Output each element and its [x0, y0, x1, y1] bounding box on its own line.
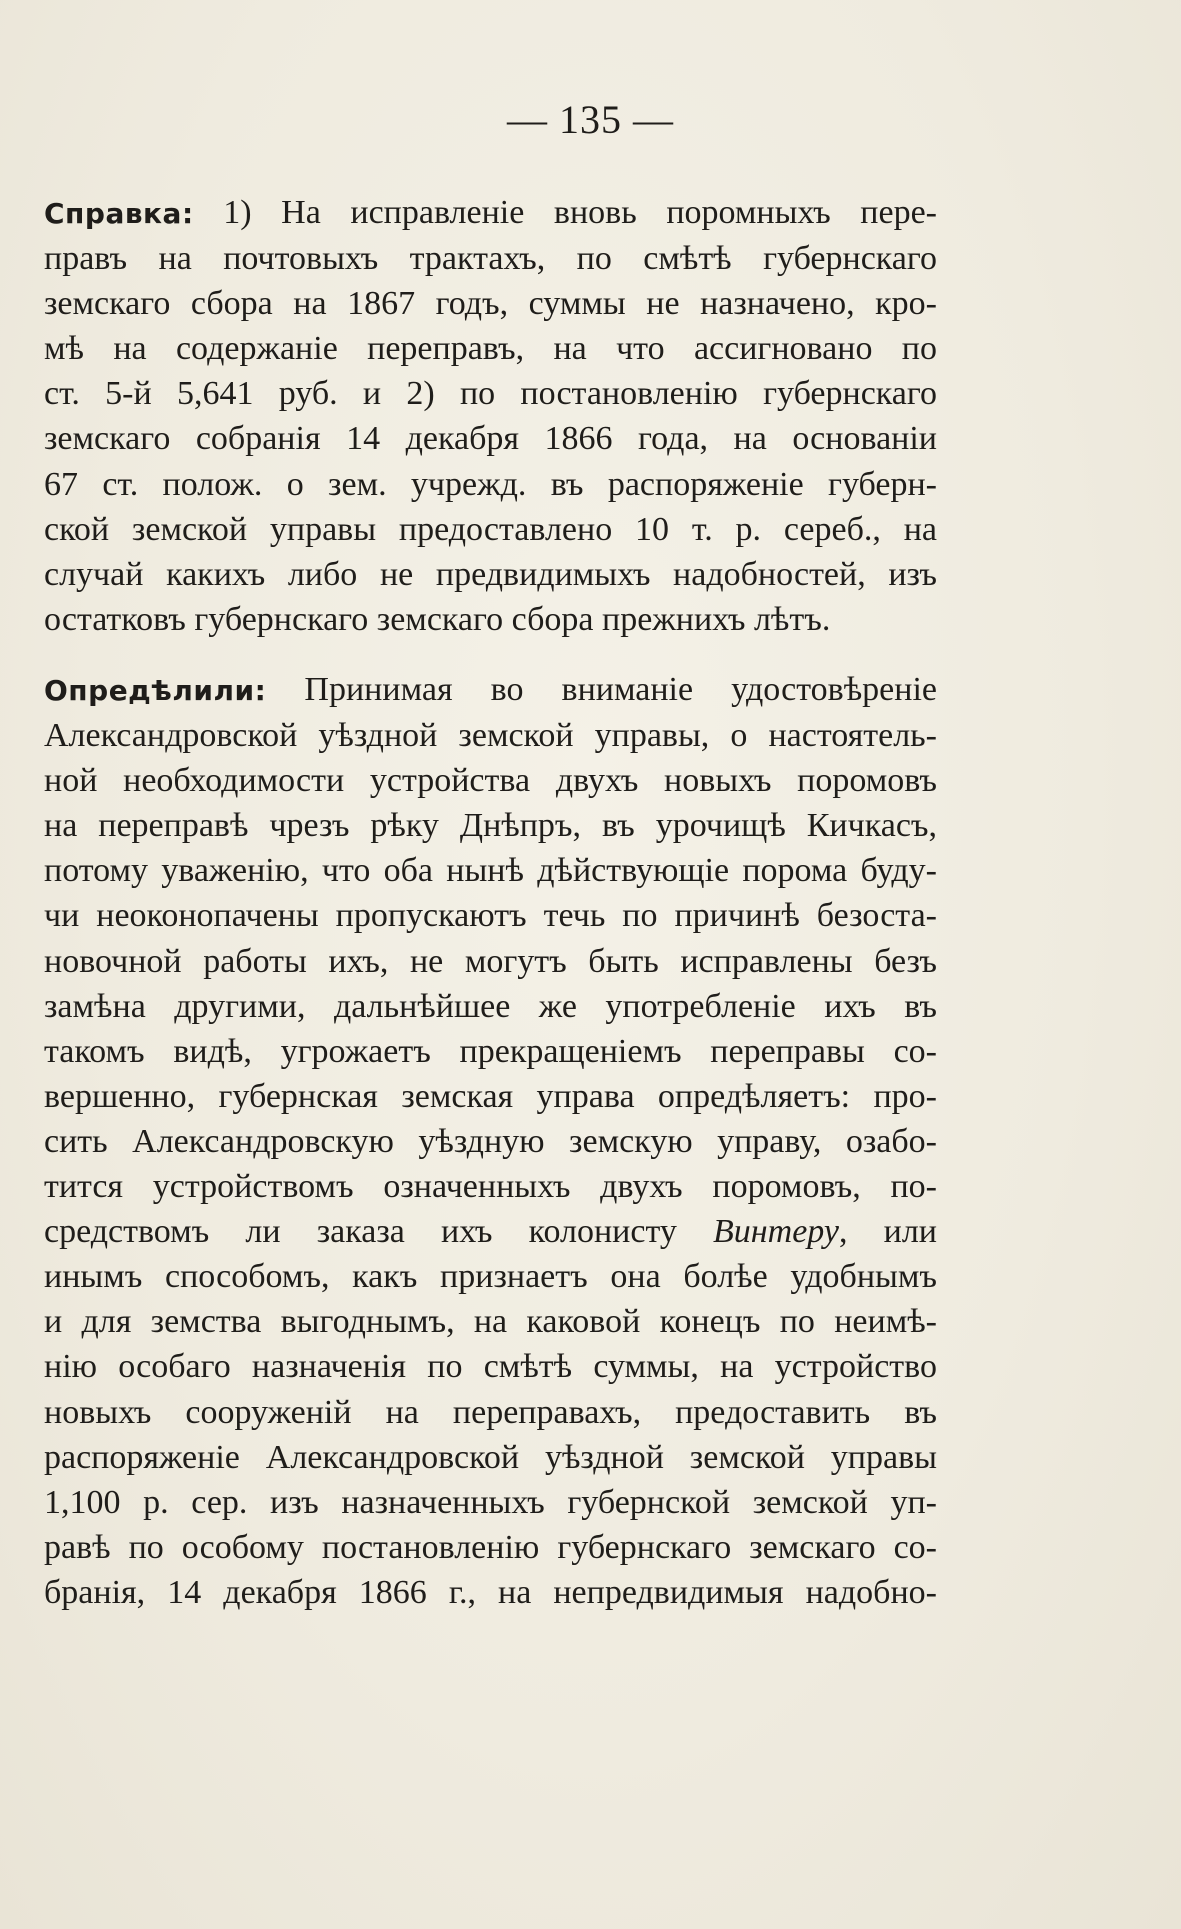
spravka-label: Справка: [44, 197, 194, 230]
paragraph-line [44, 1209, 937, 1254]
paragraph-line: бранія, 14 декабря 1866 г., на непредвидимыя надобно- [44, 1573, 937, 1611]
paragraph-line: ст. 5-й 5,641 руб. и 2) по постановленію губернскаго [44, 375, 937, 413]
line-text: , или [838, 1213, 937, 1251]
paragraph-line: Александровской уѣздной земской управы, о настоятель- [44, 717, 937, 755]
paragraph-line: инымъ способомъ, какъ признаетъ она болѣе удобнымъ [44, 1258, 937, 1296]
opredelili-paragraph [44, 667, 937, 1615]
line-text: средствомъ ли заказа ихъ колонисту [44, 1213, 714, 1251]
paragraph-line: распоряженіе Александровской уѣздной земской управы [44, 1438, 937, 1476]
paragraph-line: на переправѣ чрезъ рѣку Днѣпръ, въ урочищѣ Кичкасъ, [44, 807, 937, 845]
opredelili-label: Опредѣлили: [44, 674, 267, 707]
paragraph-line: тится устройствомъ означенныхъ двухъ поромовъ, по- [44, 1168, 937, 1206]
paragraph-line: сить Александровскую уѣздную земскую управу, озабо- [44, 1122, 937, 1160]
paragraph-line: новыхъ сооруженій на переправахъ, предоставить въ [44, 1393, 937, 1431]
paragraph-line: земскаго собранія 14 декабря 1866 года, на основаніи [44, 420, 937, 458]
paragraph-line: правъ на почтовыхъ трактахъ, по смѣтѣ губернскаго [44, 240, 937, 278]
paragraph-line: потому уваженію, что оба нынѣ дѣйствующіе порома буду- [44, 852, 937, 890]
page-number: — 135 — [507, 97, 674, 142]
paragraph-line [44, 667, 937, 713]
paragraph-line: остатковъ губернскаго земскаго сбора прежнихъ лѣтъ. [44, 600, 831, 638]
paragraph-line: 67 ст. полож. о зем. учрежд. въ распоряженіе губерн- [44, 465, 937, 503]
spravka-paragraph [44, 190, 937, 642]
paragraph-line: ской земской управы предоставлено 10 т. р. сереб., на [44, 510, 937, 548]
paragraph-line: земскаго сбора на 1867 годъ, суммы не назначено, кро- [44, 285, 937, 323]
paragraph-line: вершенно, губернская земская управа опредѣляетъ: про- [44, 1077, 937, 1115]
paragraph-line: случай какихъ либо не предвидимыхъ надобностей, изъ [44, 555, 937, 593]
paragraph-line: 1,100 р. сер. изъ назначенныхъ губернской земской уп- [44, 1483, 937, 1521]
paragraph-line: и для земства выгоднымъ, на каковой конецъ по неимѣ- [44, 1303, 937, 1341]
paragraph-line: новочной работы ихъ, не могутъ быть исправлены безъ [44, 942, 937, 980]
surname-vinter: Винтеру [713, 1213, 839, 1251]
paragraph-line: ной необходимости устройства двухъ новыхъ поромовъ [44, 762, 937, 800]
paragraph-line: нію особаго назначенія по смѣтѣ суммы, на устройство [44, 1348, 937, 1386]
line-text: Принимая во вниманіе удостовѣреніе [266, 671, 937, 708]
paragraph-line: мѣ на содержаніе переправъ, на что ассигновано по [44, 330, 937, 368]
paragraph-line: равѣ по особому постановленію губернскаго земскаго со- [44, 1528, 937, 1566]
line-text: 1) На исправленіе вновь поромныхъ пере- [193, 194, 937, 231]
paragraph-line: чи неоконопачены пропускаютъ течь по причинѣ безоста- [44, 897, 937, 935]
paragraph-line: такомъ видѣ, угрожаетъ прекращеніемъ переправы со- [44, 1032, 937, 1070]
paragraph-line [44, 190, 937, 236]
paragraph-line: замѣна другими, дальнѣйшее же употребленіе ихъ въ [44, 987, 937, 1025]
